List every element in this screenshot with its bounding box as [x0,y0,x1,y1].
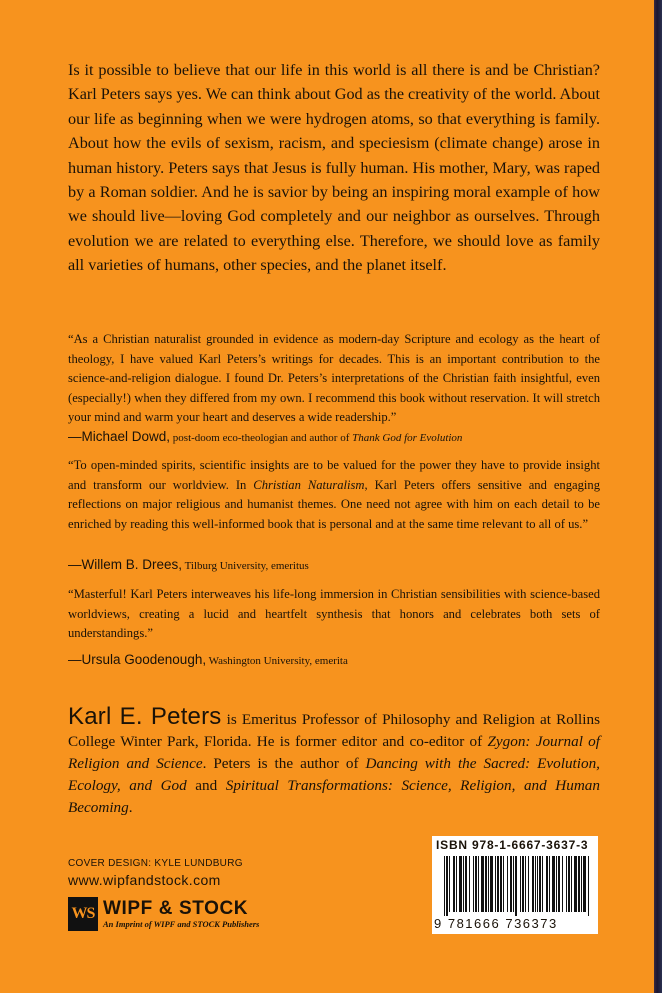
endorser-name-2: —Willem B. Drees, [68,557,183,572]
barcode-bar [522,856,524,912]
barcode-bar [532,856,534,912]
barcode-bar [535,856,536,912]
barcode-bar [488,856,489,912]
barcode-bar [500,856,502,912]
barcode-bar [510,856,512,912]
barcode-bar [539,856,541,912]
barcode-bar [525,856,526,912]
isbn-label: ISBN 978-1-6667-3637-3 [436,838,589,852]
endorsement-attribution-3 [68,652,348,669]
barcode-icon [444,856,590,916]
endorsement-quote-3: “Masterful! Karl Peters interweaves his life-long immersion in Christian sensibilities with science-based worldviews, creating a lucid and heartfelt synthesis that honors and celebrates both sets of understandings.” [68,587,600,641]
cover-design-credit: COVER DESIGN: KYLE LUNDBURG [68,858,243,869]
author-bio-text-1: is Emeritus Professor of Philosophy and Religion at Rollins College Winter Park, Florida. He is former editor and co-editor of [68,711,600,750]
isbn-barcode-digits: 9 781666 736373 [434,916,558,931]
endorsement-attribution-2 [68,557,309,574]
author-bio-text-2: . Peters is the author of [202,755,366,772]
author-bio-title-1: Zygon: Journal of Religion and Science [68,733,600,772]
publisher-logo [68,896,259,932]
isbn-barcode-box [432,836,598,934]
barcode-bar [453,856,455,912]
endorser-name-1: —Michael Dowd, [68,429,171,444]
barcode-bar [578,856,580,912]
barcode-bar [581,856,582,912]
barcode-bar [463,856,464,912]
barcode-bar [507,856,508,912]
author-name: Karl E. Peters [68,703,222,730]
barcode-bar [546,856,548,912]
barcode-bar [446,856,448,916]
barcode-bar [495,856,496,912]
barcode-bar [571,856,572,912]
author-bio-text-4: . [128,799,133,816]
barcode-bar [481,856,484,912]
barcode-bar [566,856,567,912]
barcode-bar [459,856,462,912]
endorser-affiliation-2: Tilburg University, emeritus [182,560,309,572]
barcode-bar [574,856,577,912]
barcode-bar [520,856,521,912]
barcode-bar [449,856,450,912]
barcode-bar [549,856,550,912]
barcode-bar [513,856,514,912]
book-blurb: Is it possible to believe that our life in this world is all there is and be Christian? Karl Peters says yes. We can think about God as the creativity of the world. About our life as beginning when we were hydrogen atoms, so that everything is family. About how the evils of sexism, racism, and speciesism (climate change) arose in human history. Peters says that Jesus is fully human. His mother, Mary, was raped by a Roman soldier. And he is savior by being an inspiring moral example of how we should live—loving God completely and our neighbor as ourselves. Through evolution we are related to everything else. Therefore, we should love as family all varieties of humans, other species, and the planet itself. [68,61,601,275]
barcode-bar [475,856,477,912]
quote-2-start: “To open-minded spirits, scientific insights are to be valued for the power they have to provide insight and transform our worldview. In [68,458,600,492]
author-bio-text-3: and [186,777,226,794]
author-bio-title-2: Dancing with the Sacred: Evolution, Ecology, and God [68,755,600,794]
barcode-bar [528,856,529,912]
barcode-bar [490,856,493,912]
barcode-bar [456,856,457,912]
barcode-bar [473,856,474,912]
barcode-bar [588,856,589,916]
barcode-bar [568,856,570,912]
barcode-bar [503,856,504,912]
quote-2-end: , Karl Peters offers sensitive and engaging reflections on major religious and humanist themes. One need not agree with him on each detail to be enriched by reading this well-informed book that is personal and at the same time relevant to all of us.” [68,477,600,531]
author-bio [68,703,600,819]
barcode-bar [469,856,470,912]
publisher-logo-mark: WS [68,897,98,931]
publisher-name: WIPF & STOCK [103,897,249,919]
publisher-website: www.wipfandstock.com [68,872,221,888]
endorser-affiliation-3: Washington University, emerita [206,655,348,667]
author-bio-title-3: Spiritual Transformations: Science, Religion, and Human Becoming [68,777,600,816]
barcode-bar [556,856,557,912]
spine-edge [654,0,662,993]
endorser-book-title-1: Thank God for Evolution [352,432,463,444]
barcode-bar [515,856,517,916]
publisher-subtitle: An Imprint of WIPF and STOCK Publishers [103,918,260,929]
barcode-bar [478,856,479,912]
barcode-bar [542,856,543,912]
endorser-affiliation-1: post-doom eco-theologian and author of [170,432,353,444]
barcode-bar [497,856,499,912]
barcode-bar [558,856,560,912]
barcode-bar [537,856,538,912]
publisher-logo-text [103,899,259,930]
barcode-bar [444,856,445,916]
endorsement-attribution-1 [68,429,462,446]
barcode-bar [552,856,555,912]
barcode-bar [465,856,467,912]
barcode-bar [562,856,563,912]
endorser-name-3: —Ursula Goodenough, [68,652,207,667]
barcode-bar [583,856,586,912]
quote-2-book-title: Christian Naturalism [253,477,365,492]
endorsement-quote-2 [68,456,600,534]
barcode-bar [485,856,487,912]
endorsement-quote-1: “As a Christian naturalist grounded in evidence as modern-day Scripture and ecology as the heart of theology, I have valued Karl Peters’s writings for decades. This is an important contribution to the science-and-religion dialogue. I found Dr. Peters’s interpretations of the Christian faith insightful, even (especially!) when they differed from my own. I recommend this book without reservation. It will stretch your mind and warm your heart and deserves a wide readership.” [68,332,600,425]
